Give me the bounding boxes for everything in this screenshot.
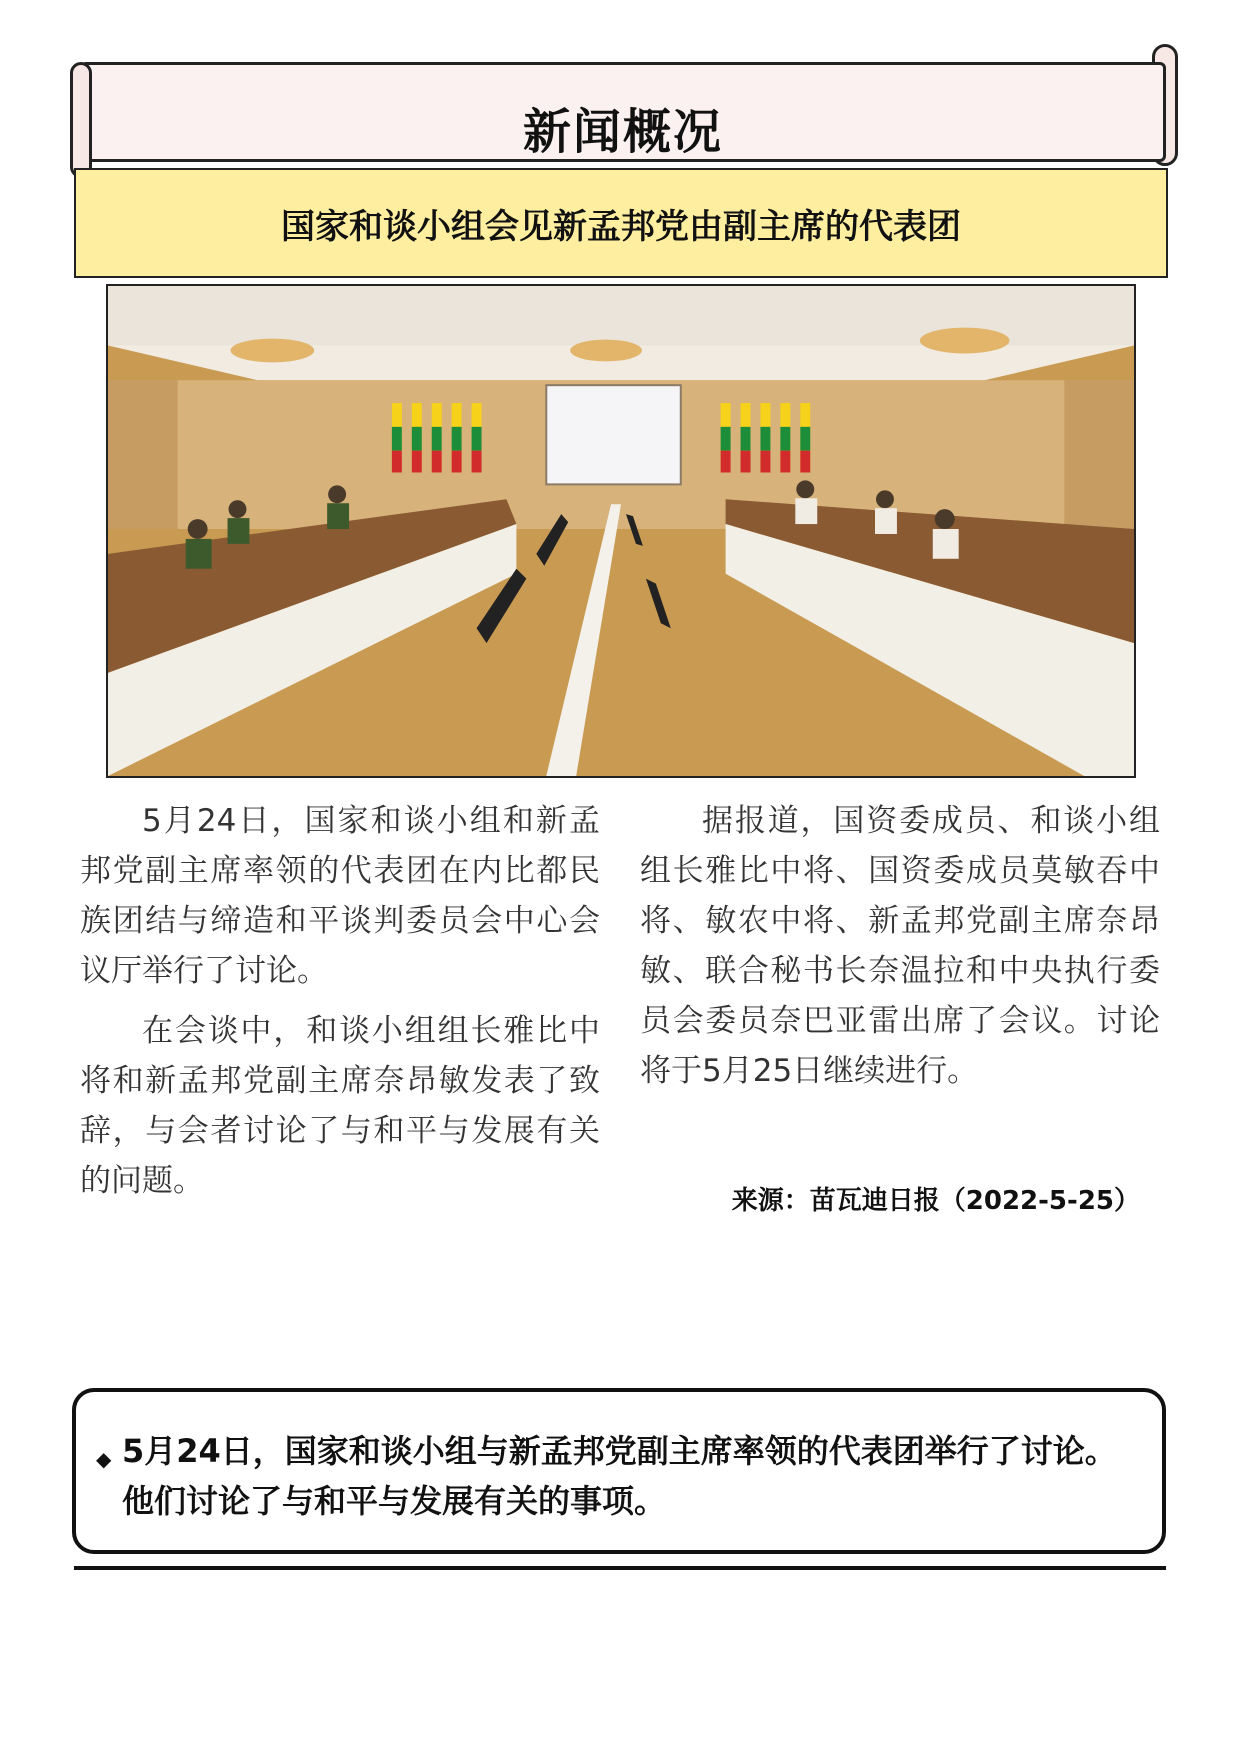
article-paragraph: 5月24日，国家和谈小组和新孟邦党副主席率领的代表团在内比都民族团结与缔造和平谈判委员会中心会议厅举行了讨论。 bbox=[80, 803, 600, 989]
article-headline: 国家和谈小组会见新孟邦党由副主席的代表团 bbox=[74, 168, 1168, 278]
conference-room-photo bbox=[106, 284, 1136, 778]
article-right-column bbox=[640, 796, 1160, 1106]
summary-text: 5月24日，国家和谈小组与新孟邦党副主席率领的代表团举行了讨论。他们讨论了与和平与发展有关的事项。 bbox=[122, 1432, 1117, 1520]
bottom-divider bbox=[74, 1566, 1166, 1570]
diamond-bullet-icon: ◆ bbox=[96, 1447, 112, 1471]
article-paragraph: 在会谈中，和谈小组组长雅比中将和新孟邦党副主席奈昂敏发表了致辞，与会者讨论了与和平与发展有关的问题。 bbox=[80, 1013, 600, 1199]
article-paragraph: 据报道，国资委成员、和谈小组组长雅比中将、国资委成员莫敏吞中将、敏农中将、新孟邦党副主席奈昂敏、联合秘书长奈温拉和中央执行委员会委员奈巴亚雷出席了会议。讨论将于5月25日继续进行。 bbox=[640, 803, 1160, 1089]
article-left-column bbox=[80, 796, 600, 1216]
article-source: 来源：苗瓦迪日报（2022-5-25） bbox=[731, 1186, 1140, 1216]
photo-illustration bbox=[108, 286, 1134, 776]
page-title: 新闻概况 bbox=[522, 103, 723, 160]
summary-box bbox=[72, 1388, 1166, 1554]
